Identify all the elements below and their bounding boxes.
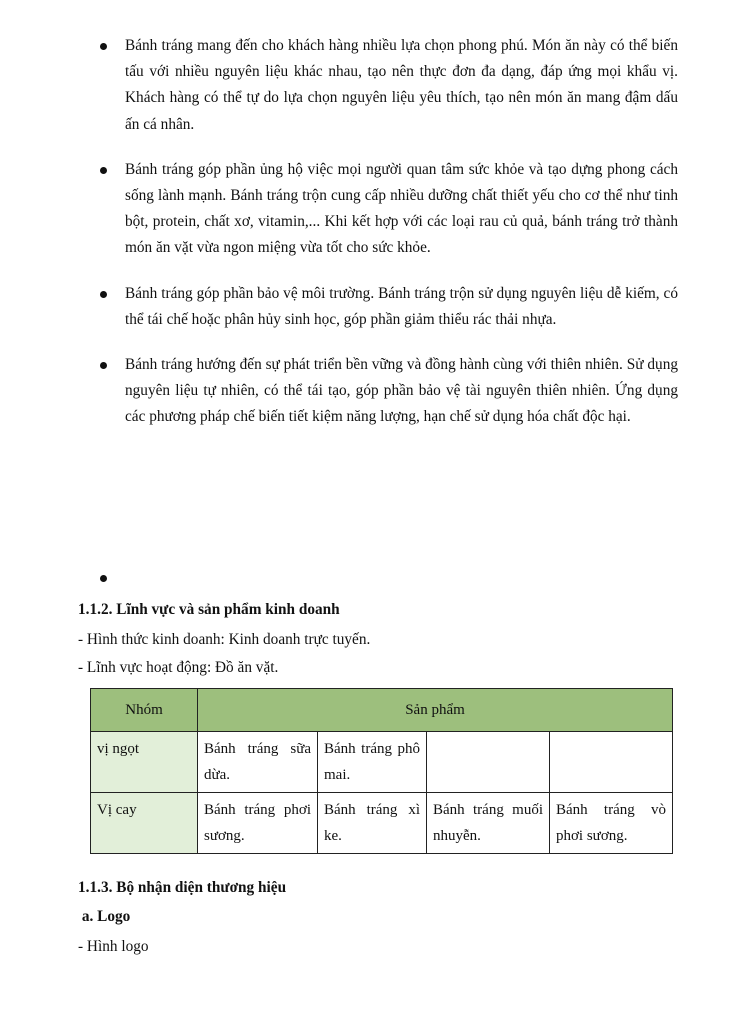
bullet-text: Bánh tráng mang đến cho khách hàng nhiều lựa chọn phong phú. Món ăn này có thể biến tấu với nhiều nguyên liệu khác nhau, tạo nên thực đơn đa dạng, đáp ứng mọi khẩu vị. Khách hàng có thể tự do lựa chọn nguyên liệu yêu thích, tạo nên món ăn mang đậm dấu ấn cá nhân. (125, 37, 678, 133)
product-cell (427, 732, 550, 793)
list-item (100, 281, 678, 333)
section-heading-1-1-2: 1.1.2. Lĩnh vực và sản phẩm kinh doanh (78, 601, 340, 618)
header-group-cell: Nhóm (91, 689, 198, 732)
bullet-icon (100, 291, 107, 298)
group-cell: Vị cay (91, 793, 198, 854)
product-cell: Bánh tráng xì ke. (318, 793, 427, 854)
bullet-text: Bánh tráng hướng đến sự phát triển bền vững và đồng hành cùng với thiên nhiên. Sử dụng nguyên liệu tự nhiên, có thể tái tạo, góp phần bảo vệ tài nguyên thiên nhiên. Ứng dụng các phương pháp chế biến tiết kiệm năng lượng, hạn chế sử dụng hóa chất độc hại. (125, 356, 678, 426)
list-item (100, 157, 678, 262)
bullet-text: Bánh tráng góp phần ủng hộ việc mọi người quan tâm sức khỏe và tạo dựng phong cách sống lành mạnh. Bánh tráng trộn cung cấp nhiều dưỡng chất thiết yếu cho cơ thể như tinh bột, protein, chất xơ, vitamin,... Khi kết hợp với các loại rau củ quả, bánh tráng trở thành món ăn vặt vừa ngon miệng vừa tốt cho sức khỏe. (125, 160, 678, 257)
group-cell: vị ngọt (91, 732, 198, 793)
section-heading-1-1-3: 1.1.3. Bộ nhận diện thương hiệu (78, 879, 287, 896)
product-table (90, 688, 673, 854)
header-products-cell: Sản phẩm (198, 689, 673, 732)
list-item (100, 33, 678, 138)
empty-bullet-icon (100, 575, 107, 582)
bullet-icon (100, 43, 107, 50)
product-cell: Bánh tráng sữa dừa. (198, 732, 318, 793)
business-field-line: - Lĩnh vực hoạt động: Đồ ăn vặt. (78, 659, 279, 676)
bullet-text: Bánh tráng góp phần bảo vệ môi trường. Bánh tráng trộn sử dụng nguyên liệu dễ kiếm, có thể tái chế hoặc phân hủy sinh học, góp phần giảm thiểu rác thải nhựa. (125, 284, 678, 328)
product-cell: Bánh tráng phô mai. (318, 732, 427, 793)
table-header-row (91, 689, 673, 732)
business-form-line: - Hình thức kinh doanh: Kinh doanh trực tuyến. (78, 631, 371, 648)
list-item (100, 352, 678, 431)
product-cell (550, 732, 673, 793)
product-cell: Bánh tráng phơi sương. (198, 793, 318, 854)
bullet-icon (100, 362, 107, 369)
subheading-logo: a. Logo (78, 908, 131, 925)
table-row (91, 793, 673, 854)
bullet-list (100, 33, 678, 450)
product-cell: Bánh tráng muối nhuyễn. (427, 793, 550, 854)
logo-line: - Hình logo (78, 938, 149, 955)
product-cell: Bánh tráng vò phơi sương. (550, 793, 673, 854)
table-row (91, 732, 673, 793)
bullet-icon (100, 167, 107, 174)
